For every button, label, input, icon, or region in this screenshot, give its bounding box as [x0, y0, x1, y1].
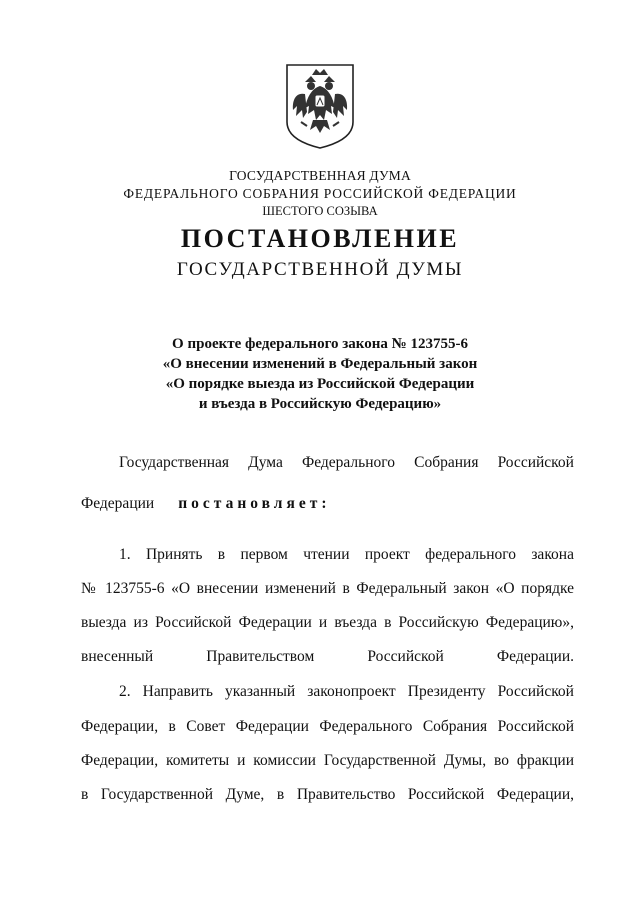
item2-line-1: [119, 683, 574, 701]
subject-line-3: «О порядке выезда из Российской Федерации: [165, 376, 475, 392]
item2-line-2: Федерации, в Совет Федерации Федерального Собрания Российской: [81, 718, 574, 735]
word: федерального: [425, 546, 516, 563]
item1-line-2: № 123755-6 «О внесении изменений в Федеральный закон «О порядке: [81, 580, 574, 597]
word: в: [217, 546, 226, 563]
word: 1.: [119, 546, 131, 563]
word: Направить: [142, 683, 213, 700]
word: Дума: [248, 454, 283, 471]
preamble-line-1: [119, 454, 574, 472]
subject-line-1: О проекте федерального закона № 123755-6: [172, 336, 468, 352]
resolves-word: постановляет:: [178, 495, 331, 512]
word: Государственная: [119, 454, 230, 471]
word: Российской: [497, 454, 574, 471]
document-title: ПОСТАНОВЛЕНИЕ: [180, 224, 460, 253]
word: Собрания: [414, 454, 479, 471]
document-subtitle: ГОСУДАРСТВЕННОЙ ДУМЫ: [176, 259, 464, 280]
word: первом: [240, 546, 288, 563]
item2-line-4: в Государственной Думе, в Правительство Российской Федерации,: [81, 786, 574, 803]
preamble-line-2-text: Федерации: [81, 495, 155, 512]
word: указанный: [224, 683, 296, 700]
item1-line-3: выезда из Российской Федерации и въезда в Российскую Федерацию»,: [81, 614, 574, 631]
word: закона: [531, 546, 574, 563]
word: Принять: [145, 546, 203, 563]
item2-line-3: Федерации, комитеты и комиссии Государственной Думы, во фракции: [81, 752, 574, 769]
subject-line-2: «О внесении изменений в Федеральный закон: [162, 356, 478, 372]
word: законопроект: [307, 683, 396, 700]
coat-of-arms-icon: [283, 62, 357, 150]
convocation-line: ШЕСТОГО СОЗЫВА: [262, 204, 378, 218]
word: Российской: [497, 683, 574, 700]
word: проект: [364, 546, 410, 563]
word: Федерального: [301, 454, 396, 471]
word: Президенту: [407, 683, 486, 700]
org-name-line1: ГОСУДАРСТВЕННАЯ ДУМА: [229, 168, 411, 183]
item1-line-1: [119, 546, 574, 564]
word: 2.: [119, 683, 131, 700]
item1-line-4: внесенный Правительством Российской Федерации.: [81, 648, 574, 665]
subject-line-4: и въезда в Российскую Федерацию»: [198, 396, 442, 412]
word: чтении: [303, 546, 350, 563]
preamble-line-2: [81, 495, 574, 513]
org-name-line2: ФЕДЕРАЛЬНОГО СОБРАНИЯ РОССИЙСКОЙ ФЕДЕРАЦИИ: [123, 186, 517, 201]
